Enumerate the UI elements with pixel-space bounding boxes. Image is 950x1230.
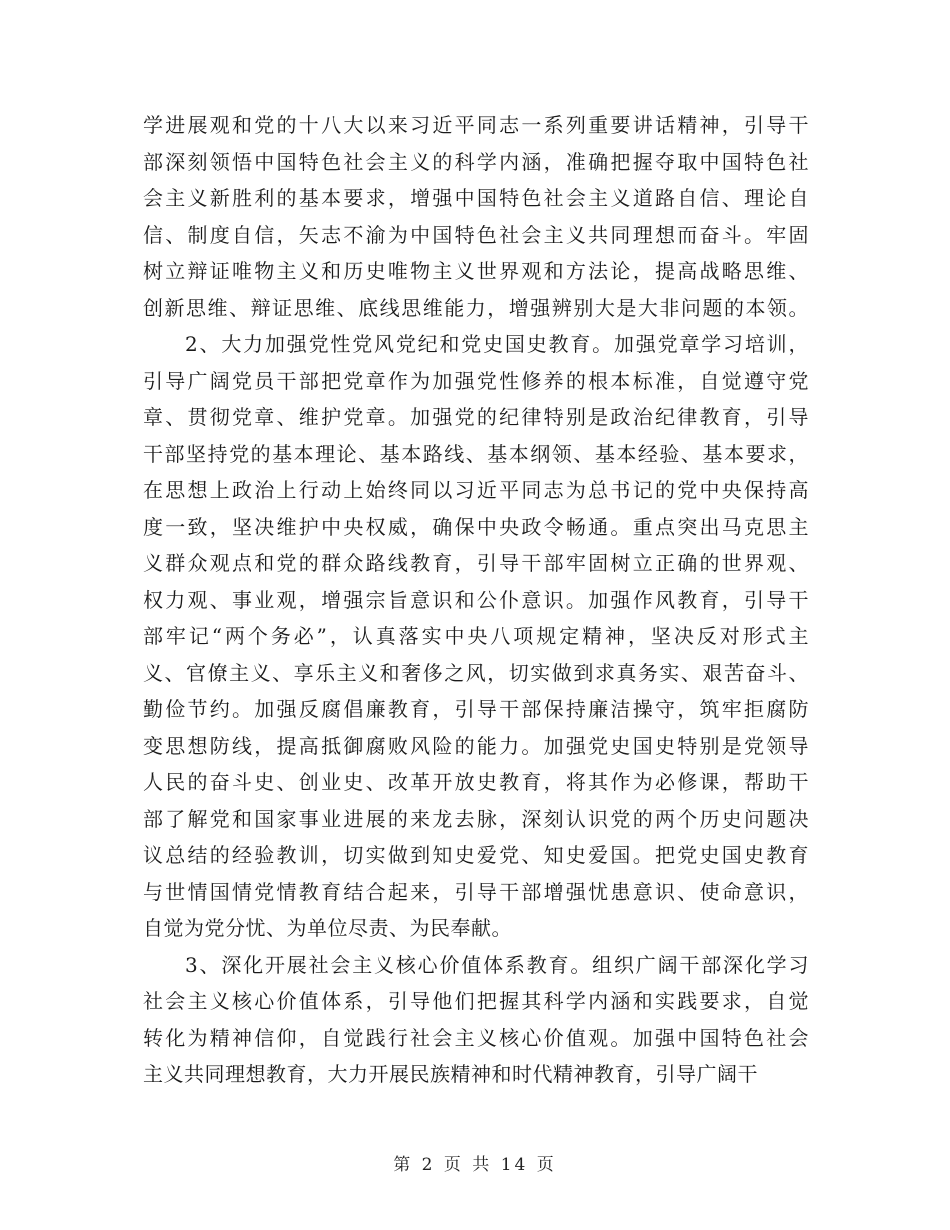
text-line: 干部坚持党的基本理论、基本路线、基本纲领、基本经验、基本要求， bbox=[143, 441, 809, 466]
text-line: 社会主义核心价值体系，引导他们把握其科学内涵和实践要求，自觉 bbox=[143, 989, 809, 1013]
text-line: 义、官僚主义、享乐主义和奢侈之风，切实做到求真务实、艰苦奋斗、 bbox=[143, 660, 809, 685]
text-line: 议总结的经验教训，切实做到知史爱党、知史爱国。把党史国史教育 bbox=[143, 843, 809, 867]
text-line: 度一致，坚决维护中央权威，确保中央政令畅通。重点突出马克思主 bbox=[143, 514, 809, 539]
text-line: 会主义新胜利的基本要求，增强中国特色社会主义道路自信、理论自 bbox=[143, 186, 809, 210]
text-line: 与世情国情党情教育结合起来，引导干部增强忧患意识、使命意识， bbox=[143, 879, 809, 904]
text-line: 引导广阔党员干部把党章作为加强党性修养的根本标准，自觉遵守党 bbox=[143, 368, 809, 393]
text-line: 部了解党和国家事业进展的来龙去脉，深刻认识党的两个历史问题决 bbox=[143, 806, 809, 831]
paragraph bbox=[143, 947, 809, 1093]
text-line: 信、制度自信，矢志不渝为中国特色社会主义共同理想而奋斗。牢固 bbox=[143, 222, 809, 247]
text-line: 变思想防线，提高抵御腐败风险的能力。加强党史国史特别是党领导 bbox=[143, 733, 809, 758]
text-line: 3、深化开展社会主义核心价值体系教育。组织广阔干部深化学习 bbox=[185, 952, 809, 977]
text-line: 权力观、事业观，增强宗旨意识和公仆意识。加强作风教育，引导干 bbox=[143, 587, 809, 612]
paragraph bbox=[143, 107, 809, 326]
text-line: 2、大力加强党性党风党纪和党史国史教育。加强党章学习培训， bbox=[185, 332, 809, 356]
text-line: 章、贯彻党章、维护党章。加强党的纪律特别是政治纪律教育，引导 bbox=[143, 405, 809, 429]
text-line: 转化为精神信仰，自觉践行社会主义核心价值观。加强中国特色社会 bbox=[143, 1025, 809, 1050]
text-line: 人民的奋斗史、创业史、改革开放史教育，将其作为必修课，帮助干 bbox=[143, 770, 809, 794]
text-line: 部牢记“两个务必”，认真落实中央八项规定精神，坚决反对形式主 bbox=[143, 624, 809, 648]
text-line: 义群众观点和党的群众路线教育，引导干部牢固树立正确的世界观、 bbox=[143, 551, 809, 575]
page-footer: 第 2 页 共 14 页 bbox=[393, 1155, 557, 1175]
paragraph bbox=[143, 326, 809, 947]
text-line: 自觉为党分忧、为单位尽责、为民奉献。 bbox=[143, 916, 512, 940]
text-line: 勤俭节约。加强反腐倡廉教育，引导干部保持廉洁操守，筑牢拒腐防 bbox=[143, 697, 809, 721]
text-line: 部深刻领悟中国特色社会主义的科学内涵，准确把握夺取中国特色社 bbox=[143, 149, 809, 174]
text-line: 创新思维、辩证思维、底线思维能力，增强辨别大是大非问题的本领。 bbox=[143, 295, 809, 320]
text-line: 学进展观和党的十八大以来习近平同志一系列重要讲话精神，引导干 bbox=[143, 113, 809, 137]
text-line: 主义共同理想教育，大力开展民族精神和时代精神教育，引导广阔干 bbox=[143, 1062, 758, 1086]
document-body bbox=[143, 107, 809, 1093]
text-line: 在思想上政治上行动上始终同以习近平同志为总书记的党中央保持高 bbox=[143, 478, 809, 502]
text-line: 树立辩证唯物主义和历史唯物主义世界观和方法论，提高战略思维、 bbox=[143, 259, 809, 283]
